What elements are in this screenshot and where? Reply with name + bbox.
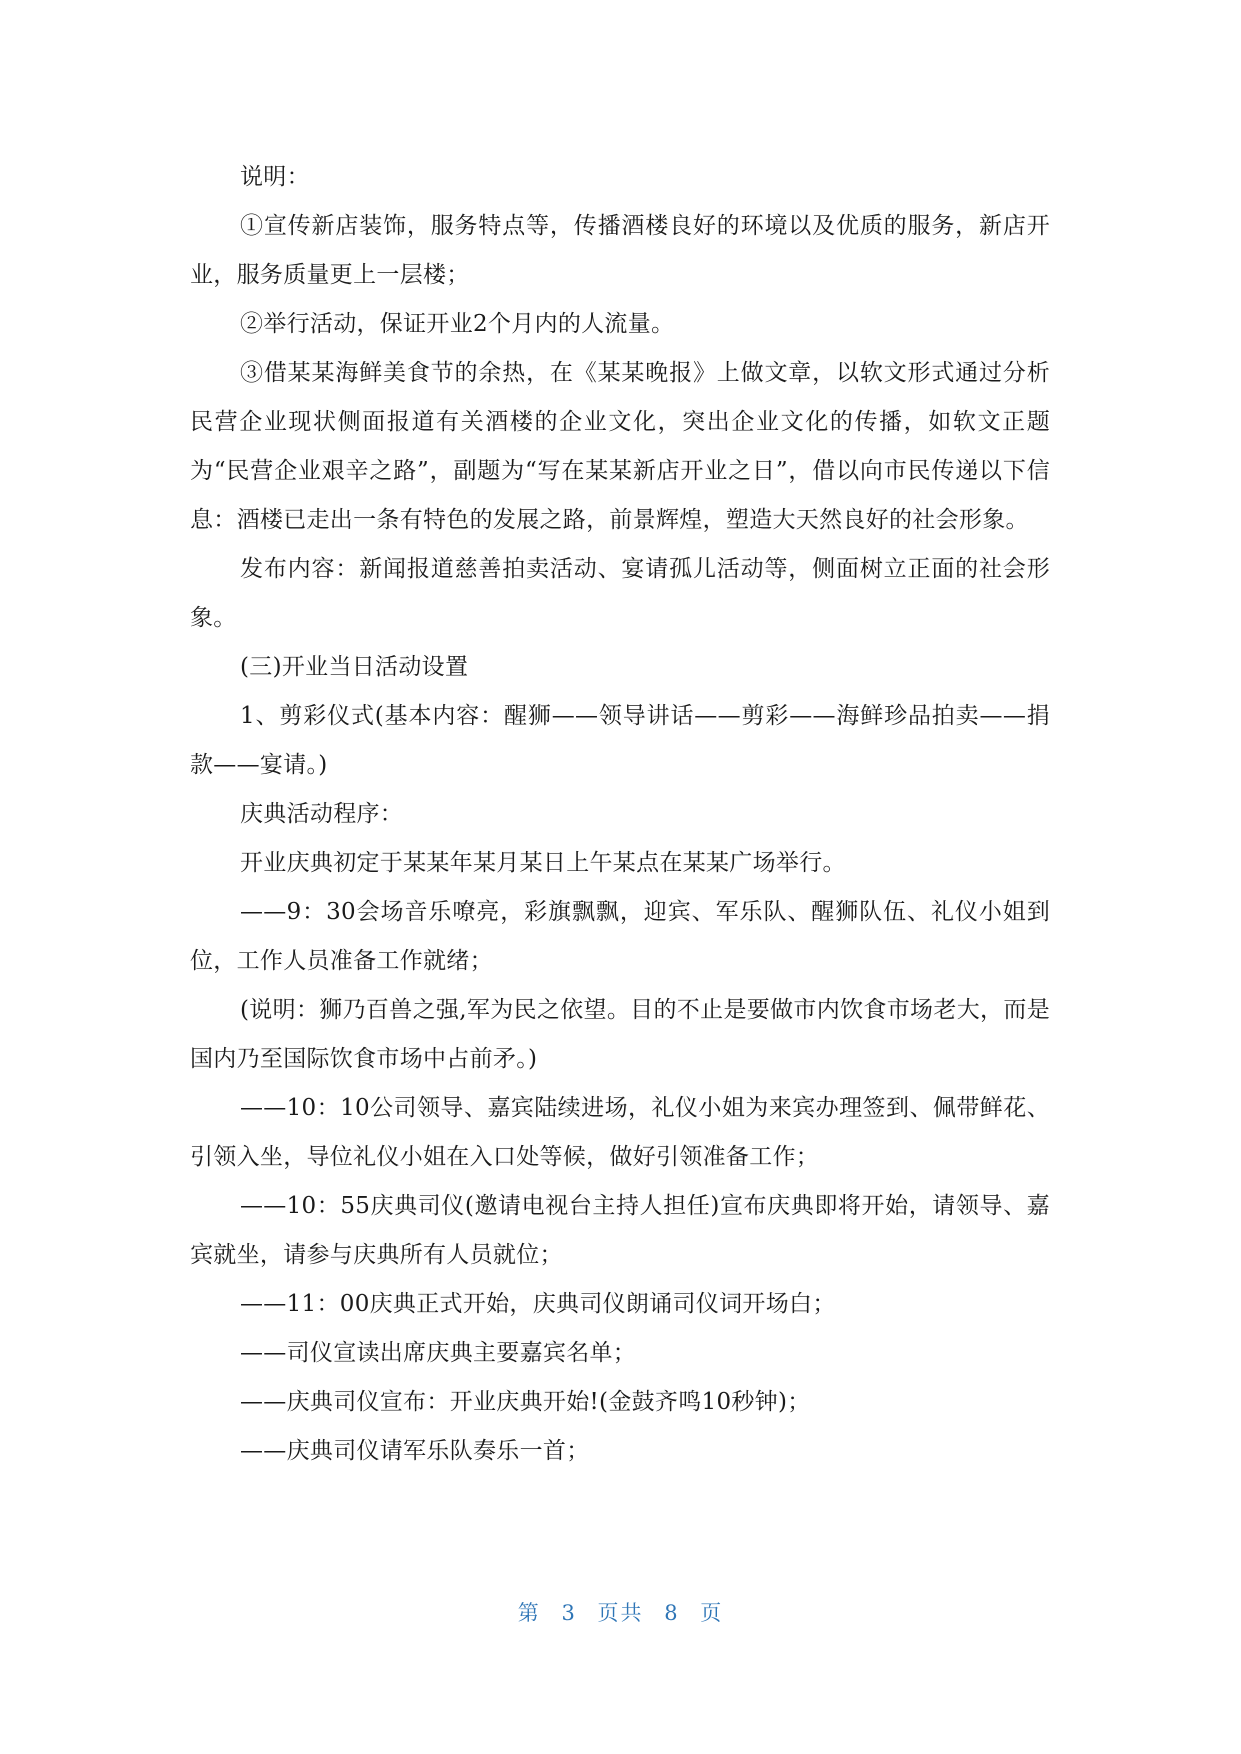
footer-prefix: 第 [517, 1601, 541, 1625]
paragraph-schedule-1100: ——11：00庆典正式开始，庆典司仪朗诵司仪词开场白； [240, 1291, 836, 1317]
paragraph-lion-note: (说明：狮乃百兽之强,军为民之依望。目的不止是要做市内饮食市场老大，而是国内乃至国际饮食市场中占前矛。) [190, 997, 1050, 1072]
paragraph-schedule-1055: ——10：55庆典司仪(邀请电视台主持人担任)宣布庆典即将开始，请领导、嘉宾就坐，请参与庆典所有人员就位； [190, 1193, 1050, 1268]
page-footer [0, 1597, 1241, 1627]
footer-current-page: 3 [561, 1601, 577, 1625]
section-heading: (三)开业当日活动设置 [240, 654, 469, 680]
paragraph-publish-content: 发布内容：新闻报道慈善拍卖活动、宴请孤儿活动等，侧面树立正面的社会形象。 [190, 556, 1050, 631]
paragraph-ribbon-ceremony: 1、剪彩仪式(基本内容：醒狮——领导讲话——剪彩——海鲜珍品拍卖——捐款——宴请。) [190, 703, 1050, 778]
paragraph-schedule-0930: ——9：30会场音乐嘹亮，彩旗飘飘，迎宾、军乐队、醒狮队伍、礼仪小姐到位，工作人员准备工作就绪； [190, 899, 1050, 974]
paragraph-item-1: ①宣传新店装饰，服务特点等，传播酒楼良好的环境以及优质的服务，新店开业，服务质量更上一层楼； [190, 213, 1050, 288]
paragraph-item-2: ②举行活动，保证开业2个月内的人流量。 [240, 311, 675, 337]
paragraph-guest-list: ——司仪宣读出席庆典主要嘉宾名单； [240, 1340, 637, 1366]
footer-middle: 页共 [597, 1601, 644, 1625]
paragraph-schedule-intro: 开业庆典初定于某某年某月某日上午某点在某某广场举行。 [240, 850, 846, 876]
footer-suffix: 页 [700, 1601, 724, 1625]
paragraph-note-title: 说明： [240, 164, 310, 190]
footer-total-pages: 8 [664, 1601, 680, 1625]
paragraph-schedule-1010: ——10：10公司领导、嘉宾陆续进场，礼仪小姐为来宾办理签到、佩带鲜花、引领入坐，导位礼仪小姐在入口处等候，做好引领准备工作； [190, 1095, 1050, 1170]
paragraph-band-music: ——庆典司仪请军乐队奏乐一首； [240, 1438, 590, 1464]
paragraph-item-3: ③借某某海鲜美食节的余热，在《某某晚报》上做文章，以软文形式通过分析民营企业现状侧面报道有关酒楼的企业文化，突出企业文化的传播，如软文正题为“民营企业艰辛之路”，副题为“写在某某新店开业之日”，借以向市民传递以下信息：酒楼已走出一条有特色的发展之路，前景辉煌，塑造大天然良好的社会形象。 [190, 360, 1050, 533]
document-body [190, 153, 1050, 1476]
paragraph-ceremony-start: ——庆典司仪宣布：开业庆典开始!(金鼓齐鸣10秒钟)； [240, 1389, 811, 1415]
paragraph-program-title: 庆典活动程序： [240, 801, 404, 827]
